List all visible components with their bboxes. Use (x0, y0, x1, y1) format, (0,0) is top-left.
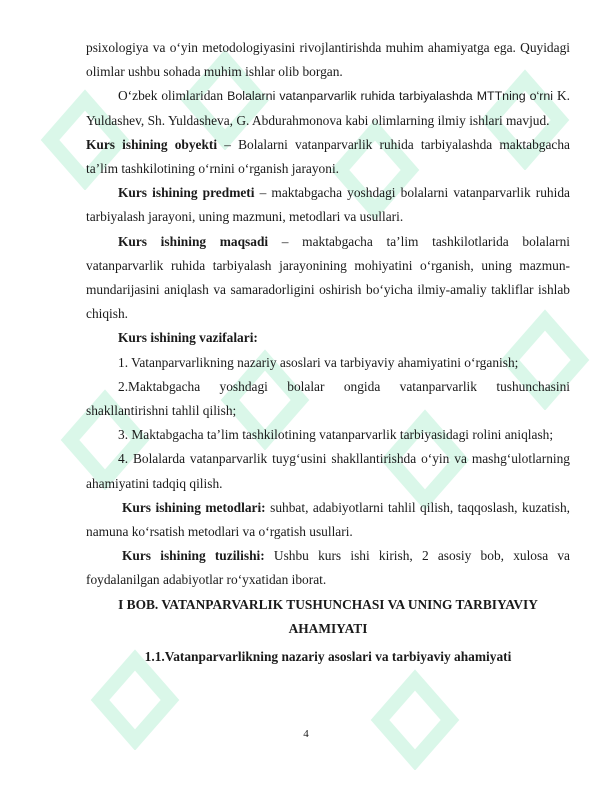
tuzilish-label: Kurs ishining tuzilishi: (122, 548, 265, 564)
paragraph-maqsad (86, 230, 570, 327)
scholars-topic: Bolalarni vatanparvarlik ruhida tarbiyalashda MTTning o‘rni (223, 89, 554, 104)
task-item: 4. Bolalarda vatanparvarlik tuyg‘usini shakllantirishda o‘yin va mashg‘ulotlarning ahamiyatini tadqiq qilish. (86, 451, 570, 491)
paragraph-obyekt (86, 133, 570, 181)
maqsad-label: Kurs ishining maqsadi (118, 233, 269, 249)
paragraph-uzbek-scholars (86, 84, 570, 132)
scholars-names: K. Yuldashev, Sh. Yuldasheva, G. Abdurahmonova kabi olimlarning ilmiy ishlari mavjud. (86, 88, 570, 128)
task-item: 2.Maktabgacha yoshdagi bolalar ongida vatanparvarlik tushunchasini shakllantirishni tahlil qilish; (86, 378, 570, 419)
chapter-heading: I BOB. VATANPARVARLIK TUSHUNCHASI VA UNING TARBIYAVIY AHAMIYATI (118, 596, 538, 636)
section-heading: 1.1.Vatanparvarlikning nazariy asoslari va tarbiyaviy ahamiyati (144, 649, 512, 665)
metodlar-label: Kurs ishining metodlari: (122, 499, 266, 515)
task-item: 3. Maktabgacha ta’lim tashkilotining vatanparvarlik tarbiyasidagi rolini aniqlash; (118, 427, 554, 443)
paragraph-predmet (86, 181, 570, 229)
predmet-label: Kurs ishining predmeti (118, 185, 255, 201)
paragraph-metodlar (86, 496, 570, 544)
metodlar-text: suhbat, adabiyotlarni tahlil qilish, taqqoslash, kuzatish, namuna ko‘rsatish metodlari va o‘rgatish usullari. (86, 499, 570, 540)
scholars-lead: O‘zbek olimlaridan (118, 88, 224, 104)
predmet-text: – maktabgacha yoshdagi bolalarni vatanparvarlik ruhida tarbiyalash jarayoni, uning mazmuni, metodlari va usullari. (86, 185, 570, 225)
document-body (86, 36, 570, 669)
watermark-logo (370, 660, 460, 770)
obyekt-text: – Bolalarni vatanparvarlik ruhida tarbiyalashda maktabgacha ta’lim tashkilotining o‘rnini o‘rganish jarayoni. (86, 136, 571, 177)
vazifalar-heading: Kurs ishining vazifalari: (118, 330, 258, 346)
page-number: 4 (303, 728, 309, 740)
paragraph-intro: psixologiya va o‘yin metodologiyasini rivojlantirishda muhim ahamiyatga ega. Quyidagi olimlar ushbu sohada muhim ishlar olib borgan. (86, 40, 570, 80)
maqsad-text: – maktabgacha ta’lim tashkilotlarida bolalarni vatanparvarlik ruhida tarbiyalash jarayonining mohiyatini o‘rganish, uning mazmun-mundarijasini aniqlash va samaradorligini oshirish bo‘yicha ilmiy-amaliy takliflar ishlab chiqish. (86, 233, 570, 322)
tuzilish-text: Ushbu kurs ishi kirish, 2 asosiy bob, xulosa va foydalanilgan adabiyotlar ro‘yxatidan iborat. (86, 548, 570, 588)
task-item: 1. Vatanparvarlikning nazariy asoslari va tarbiyaviy ahamiyatini o‘rganish; (118, 354, 519, 370)
paragraph-tuzilish (86, 544, 570, 592)
obyekt-label: Kurs ishining obyekti (86, 136, 218, 152)
